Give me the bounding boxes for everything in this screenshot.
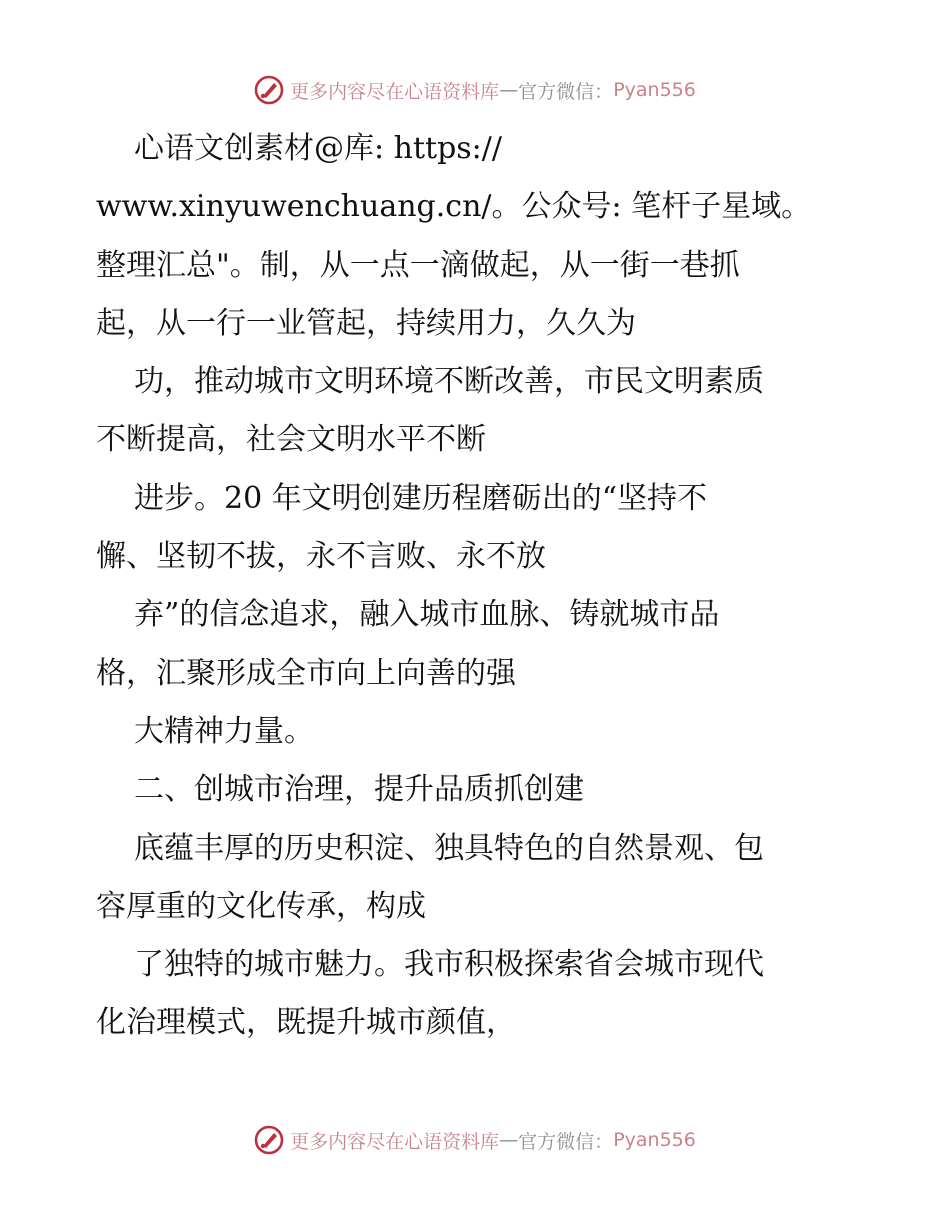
header-dash: — bbox=[499, 79, 519, 101]
body-line: 整理汇总"。制，从一点一滴做起，从一街一巷抓 bbox=[96, 247, 740, 283]
red-seal-logo-icon bbox=[254, 75, 284, 105]
footer-dash: — bbox=[499, 1129, 519, 1151]
body-line: 进步。20 年文明创建历程磨砺出的“坚持不 bbox=[134, 480, 708, 516]
header-promo-text: 更多内容尽在心语资料库 bbox=[290, 80, 500, 103]
body-line: 弃”的信念追求，融入城市血脉、铸就城市品 bbox=[134, 597, 720, 633]
body-line: 起，从一行一业管起，持续用力，久久为 bbox=[96, 305, 636, 341]
body-line: www.xinyuwenchuang.cn/。公众号: 笔杆子星域。 bbox=[96, 189, 812, 225]
header-wechat-label: 官方微信： bbox=[518, 80, 614, 103]
body-line: 懈、坚韧不拔，永不言败、永不放 bbox=[96, 539, 546, 575]
section-heading: 二、创城市治理，提升品质抓创建 bbox=[134, 772, 584, 808]
body-line: 大精神力量。 bbox=[134, 713, 314, 749]
red-seal-logo-icon bbox=[254, 1125, 284, 1155]
body-line: 化治理模式，既提升城市颜值， bbox=[96, 1005, 516, 1041]
header-wechat-id: Pyan556 bbox=[613, 79, 696, 101]
document-body bbox=[96, 120, 866, 1053]
footer-wechat-id: Pyan556 bbox=[613, 1129, 696, 1151]
body-line: 心语文创素材@库: https:// bbox=[134, 131, 502, 166]
body-line: 功，推动城市文明环境不断改善，市民文明素质 bbox=[134, 364, 764, 400]
header-banner bbox=[0, 73, 950, 107]
footer-wechat-label: 官方微信： bbox=[518, 1130, 614, 1153]
footer-banner bbox=[0, 1123, 950, 1157]
body-line: 不断提高，社会文明水平不断 bbox=[96, 422, 486, 458]
footer-promo-text: 更多内容尽在心语资料库 bbox=[290, 1130, 500, 1153]
body-line: 格，汇聚形成全市向上向善的强 bbox=[96, 655, 516, 691]
body-line: 了独特的城市魅力。我市积极探索省会城市现代 bbox=[134, 947, 764, 983]
body-line: 容厚重的文化传承，构成 bbox=[96, 888, 426, 924]
body-line: 底蕴丰厚的历史积淀、独具特色的自然景观、包 bbox=[134, 830, 764, 866]
